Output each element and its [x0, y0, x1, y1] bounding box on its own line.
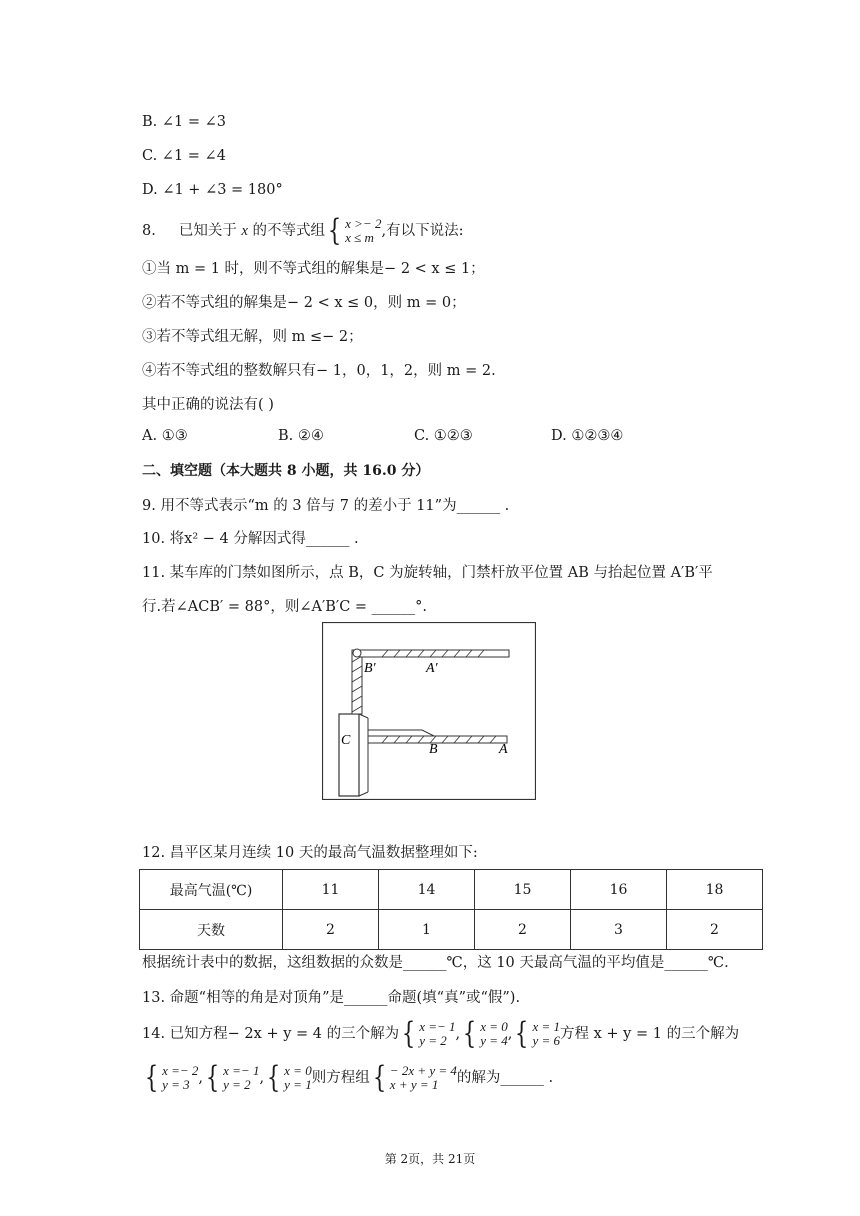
label-b: B — [429, 742, 438, 757]
table-cell: 1 — [379, 910, 475, 950]
question-11-line1: 11. 某车库的门禁如图所示，点 B，C 为旋转轴，门禁杆放平位置 AB 与抬起位置 A′B′平 — [142, 565, 713, 581]
q8-option-d: D. ①②③④ — [551, 428, 624, 444]
gate-post — [339, 714, 359, 796]
label-a-prime: A′ — [426, 661, 438, 676]
table-cell: 最高气温(℃) — [140, 870, 283, 910]
option-b-prev: B. ∠1 = ∠3 — [142, 114, 226, 130]
table-cell: 11 — [283, 870, 379, 910]
q8-statement-2: ②若不等式组的解集是− 2 < x ≤ 0，则 m = 0； — [142, 295, 466, 311]
pivot-b-prime — [353, 649, 361, 657]
table-row — [140, 910, 763, 950]
q8-option-b: B. ②④ — [278, 428, 324, 444]
solution-pair: { x =− 1 y = 2 — [401, 1016, 456, 1051]
option-d-prev: D. ∠1 + ∠3 = 180° — [142, 182, 283, 198]
gate-figure — [322, 622, 536, 800]
question-8-stem: 8. 已知关于 x 的不等式组 { x >− 2 x ≤ m ,有以下说法: — [142, 213, 464, 248]
table-cell: 16 — [571, 870, 667, 910]
section-2-heading: 二、填空题（本大题共 8 小题，共 16.0 分） — [142, 463, 430, 479]
solution-pair: { x =− 2 y = 3 — [144, 1060, 199, 1095]
table-cell: 18 — [667, 870, 763, 910]
q8-statement-4: ④若不等式组的整数解只有− 1，0，1，2，则 m = 2. — [142, 363, 496, 379]
table-cell: 2 — [283, 910, 379, 950]
page-footer: 第 2页，共 21页 — [384, 1152, 476, 1166]
q8-option-a: A. ①③ — [142, 428, 188, 444]
question-13: 13. 命题“相等的角是对顶角”是______命题(填“真”或“假”). — [142, 990, 521, 1006]
temperature-table — [139, 869, 763, 950]
question-12-after: 根据统计表中的数据，这组数据的众数是______℃，这 10 天最高气温的平均值是______℃. — [142, 955, 729, 971]
option-c-prev: C. ∠1 = ∠4 — [142, 148, 226, 164]
label-c: C — [341, 733, 351, 748]
solution-pair: { x = 0 y = 4 — [462, 1016, 508, 1051]
question-14-line1: 14. 已知方程− 2x + y = 4 的三个解为 { x =− 1 y = 2 , { x = 0 y = 4 , { x = 1 y = 6 方程 x + y = 1 的三个解为 — [142, 1016, 740, 1051]
table-cell: 天数 — [140, 910, 283, 950]
solution-pair: { x = 1 y = 6 — [515, 1016, 561, 1051]
q8-statement-1: ①当 m = 1 时，则不等式组的解集是− 2 < x ≤ 1； — [142, 261, 485, 277]
question-11-line2: 行.若∠ACB′ = 88°，则∠A′B′C = ______°. — [142, 599, 428, 615]
table-cell: 3 — [571, 910, 667, 950]
q8-option-c: C. ①②③ — [414, 428, 473, 444]
question-14-line2: { x =− 2 y = 3 , { x =− 1 y = 2 , { x = 0 y = 1 则方程组 { − 2x + y = 4 x + y = 1 的解为______ . — [142, 1062, 553, 1094]
equation-system: { − 2x + y = 4 x + y = 1 — [372, 1060, 457, 1095]
solution-pair: { x =− 1 y = 2 — [205, 1060, 260, 1095]
label-b-prime: B′ — [364, 661, 376, 676]
question-10: 10. 将x² − 4 分解因式得______ . — [142, 531, 359, 547]
question-12-stem: 12. 昌平区某月连续 10 天的最高气温数据整理如下: — [142, 845, 478, 861]
q8-statement-3: ③若不等式组无解，则 m ≤− 2； — [142, 329, 363, 345]
inequality-system: { x >− 2 x ≤ m — [327, 213, 382, 248]
table-cell: 14 — [379, 870, 475, 910]
question-9: 9. 用不等式表示“m 的 3 倍与 7 的差小于 11”为______ . — [142, 498, 510, 514]
solution-pair: { x = 0 y = 1 — [266, 1060, 312, 1095]
table-row — [140, 870, 763, 910]
table-cell: 2 — [667, 910, 763, 950]
table-cell: 15 — [475, 870, 571, 910]
q8-question: 其中正确的说法有( ) — [142, 397, 274, 413]
table-cell: 2 — [475, 910, 571, 950]
label-a: A — [499, 742, 508, 757]
